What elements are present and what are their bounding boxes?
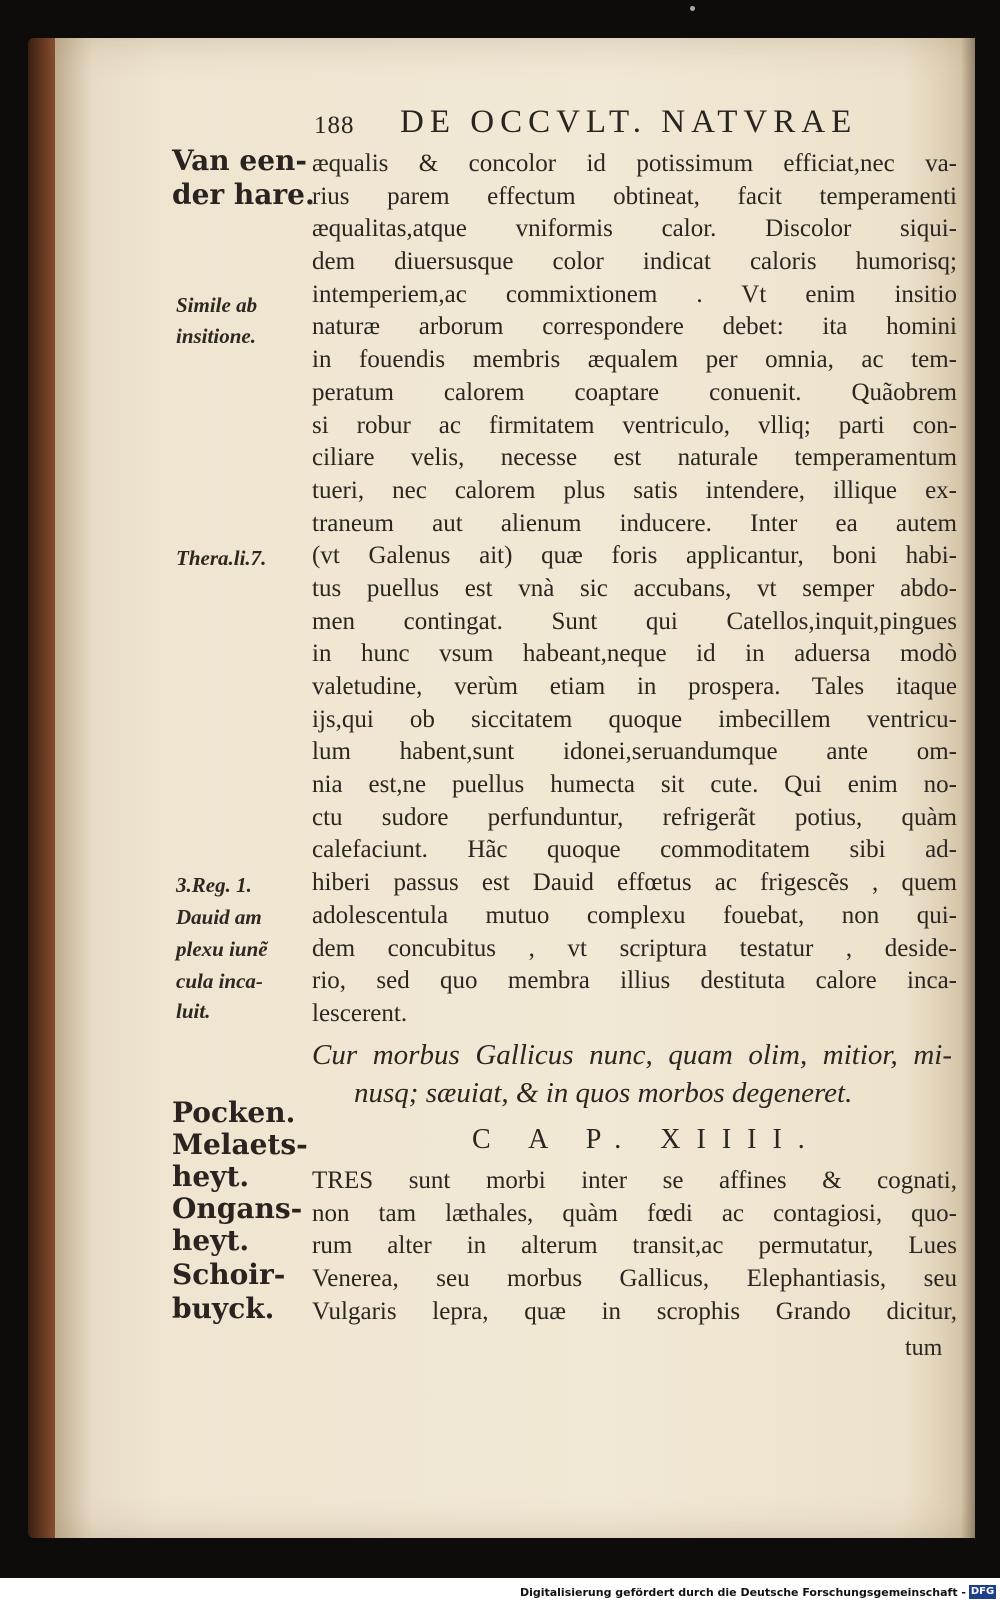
text-line: (vt Galenus ait) quæ foris applicantur, boni habi- bbox=[312, 542, 957, 570]
text-line: in fouendis membris æqualem per omnia, ac tem- bbox=[312, 346, 957, 374]
text-line: nia est,ne puellus humecta sit cute. Qui enim no- bbox=[312, 771, 957, 799]
chapter-number: C A P. XIIII. bbox=[472, 1124, 821, 1155]
text-line: ctu sudore perfunduntur, refrigerãt potius, quàm bbox=[312, 803, 957, 831]
footer-bar bbox=[0, 1578, 1000, 1607]
text-line: valetudine, verùm etiam in prospera. Tales itaque bbox=[312, 673, 957, 700]
text-line: hiberi passus est Dauid effœtus ac frigescẽs , quem bbox=[312, 869, 957, 897]
text-line: ciliare velis, necesse est naturale temperamentum bbox=[312, 444, 957, 472]
funding-credit: Digitalisierung gefördert durch die Deutsche Forschungsgemeinschaft - bbox=[519, 1586, 966, 1599]
text-line: Vulgaris lepra, quæ in scrophis Grando dicitur, bbox=[312, 1297, 957, 1325]
catchword: tum bbox=[905, 1335, 943, 1361]
text-line: traneum aut alienum inducere. Inter ea autem bbox=[312, 509, 957, 537]
text-line: rio, sed quo membra illius destituta calore inca- bbox=[312, 967, 957, 995]
margin-gothic-note: heyt. bbox=[172, 1160, 250, 1193]
page-number: 188 bbox=[314, 112, 355, 139]
text-line: si robur ac firmitatem ventriculo, vlliq; parti con- bbox=[312, 411, 957, 439]
margin-note: luit. bbox=[176, 999, 211, 1023]
margin-note: cula inca- bbox=[176, 969, 263, 993]
chapter-title bbox=[312, 1036, 952, 1112]
chapter-title-line: Cur morbus Gallicus nunc, quam olim, mitior, mi- bbox=[312, 1039, 952, 1071]
margin-gothic-note: der hare. bbox=[172, 178, 315, 211]
margin-note: Simile ab bbox=[176, 293, 258, 317]
text-line: rum alter in alterum transit,ac permutatur, Lues bbox=[312, 1232, 957, 1260]
text-line: TRES sunt morbi inter se affines & cognati, bbox=[312, 1167, 957, 1194]
margin-gothic-note: Melaets- bbox=[172, 1128, 308, 1161]
margin-gothic-note: Ongans- bbox=[172, 1192, 303, 1225]
text-line: naturæ arborum correspondere debet: ita homini bbox=[312, 313, 957, 341]
margin-gothic-note: Van een- bbox=[172, 144, 308, 177]
chapter-text-block bbox=[312, 1165, 957, 1328]
text-line: æqualis & concolor id potissimum efficiat,nec va- bbox=[312, 150, 957, 177]
text-line: tus puellus est vnà sic accubans, vt semper abdo- bbox=[312, 574, 957, 602]
dfg-logo: DFG bbox=[970, 1586, 995, 1597]
margin-note: insitione. bbox=[176, 324, 256, 348]
margin-gothic-note: buyck. bbox=[172, 1292, 275, 1325]
text-line: peratum calorem coaptare conuenit. Quãobrem bbox=[312, 378, 957, 406]
text-line: in hunc vsum habeant,neque id in aduersa modò bbox=[312, 640, 957, 668]
scan-artifact-dot bbox=[690, 6, 695, 11]
text-line: adolescentula mutuo complexu fouebat, non qui- bbox=[312, 901, 957, 929]
text-line: lescerent. bbox=[312, 999, 408, 1027]
text-line: dem diuersusque color indicat caloris humorisq; bbox=[312, 248, 957, 276]
margin-gothic-note: Pocken. bbox=[172, 1096, 296, 1129]
text-line: lum habent,sunt idonei,seruandumque ante om- bbox=[312, 738, 957, 766]
text-line: ijs,qui ob siccitatem quoque imbecillem ventricu- bbox=[312, 705, 957, 733]
text-line: rius parem effectum obtineat, facit temperamenti bbox=[312, 182, 957, 210]
margin-note: 3.Reg. 1. bbox=[176, 873, 252, 897]
text-line: intemperiem,ac commixtionem . Vt enim insitio bbox=[312, 280, 957, 308]
running-title: DE OCCVLT. NATVRAE bbox=[400, 104, 858, 140]
text-line: calefaciunt. Hãc quoque commoditatem sibi ad- bbox=[312, 836, 957, 864]
text-line: tueri, nec calorem plus satis intendere, illique ex- bbox=[312, 476, 957, 504]
margin-gothic-note: heyt. bbox=[172, 1224, 250, 1257]
chapter-title-line: nusq; sæuiat, & in quos morbos degeneret. bbox=[354, 1077, 853, 1109]
text-line: men contingat. Sunt qui Catellos,inquit,pingues bbox=[312, 607, 957, 635]
main-text-block bbox=[312, 148, 957, 1031]
text-line: dem concubitus , vt scriptura testatur , deside- bbox=[312, 934, 957, 962]
text-line: non tam læthales, quàm fœdi ac contagiosi, quo- bbox=[312, 1199, 957, 1227]
running-head bbox=[300, 104, 950, 148]
text-line: æqualitas,atque vniformis calor. Discolor siqui- bbox=[312, 215, 957, 243]
margin-note: Thera.li.7. bbox=[176, 546, 267, 570]
margin-gothic-note: Schoir- bbox=[172, 1258, 286, 1291]
text-line: Venerea, seu morbus Gallicus, Elephantiasis, seu bbox=[312, 1265, 957, 1293]
margin-note: Dauid am bbox=[176, 905, 262, 929]
margin-note: plexu iunẽ bbox=[176, 937, 268, 961]
